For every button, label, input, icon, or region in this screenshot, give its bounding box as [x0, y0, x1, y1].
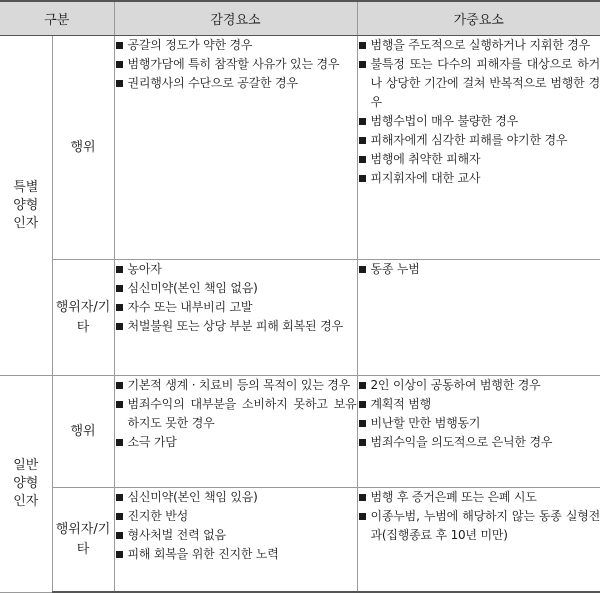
group-label-special: 특별양형인자 — [0, 36, 52, 376]
list-item: 권리행사의 수단으로 공갈한 경우 — [115, 74, 357, 93]
mitigating-cell — [114, 488, 357, 593]
list-item: 피해자에게 심각한 피해를 야기한 경우 — [358, 131, 600, 150]
list-item: 피지휘자에 대한 교사 — [358, 169, 600, 188]
list-item: 범행을 주도적으로 실행하거나 지휘한 경우 — [358, 36, 600, 55]
list-item: 심신미약(본인 책임 없음) — [115, 279, 357, 298]
aggravating-list — [358, 376, 600, 452]
mitigating-list — [115, 260, 357, 336]
mitigating-cell — [114, 260, 357, 376]
list-item: 범행 후 증거은폐 또는 은폐 시도 — [358, 488, 600, 507]
list-item: 이종누범, 누범에 해당하지 않는 동종 실형전과(집행종료 후 10년 미만) — [358, 507, 600, 545]
mitigating-list — [115, 488, 357, 564]
list-item: 범죄수익을 의도적으로 은닉한 경우 — [358, 433, 600, 452]
list-item: 형사처벌 전력 없음 — [115, 526, 357, 545]
aggravating-cell — [357, 376, 600, 488]
list-item: 공갈의 정도가 약한 경우 — [115, 36, 357, 55]
sub-label: 행위 — [52, 36, 114, 260]
list-item: 2인 이상이 공동하여 범행한 경우 — [358, 376, 600, 395]
table-row — [0, 376, 600, 488]
list-item: 자수 또는 내부비리 고발 — [115, 298, 357, 317]
group-label-general: 일반양형인자 — [0, 376, 52, 593]
header-row — [0, 1, 600, 36]
mitigating-cell — [114, 36, 357, 260]
header-aggravating: 가중요소 — [357, 1, 600, 36]
list-item: 범죄수익의 대부분을 소비하지 못하고 보유하지도 못한 경우 — [115, 395, 357, 433]
table-row — [0, 260, 600, 376]
aggravating-cell — [357, 260, 600, 376]
list-item: 진지한 반성 — [115, 507, 357, 526]
list-item: 범행수법이 매우 불량한 경우 — [358, 112, 600, 131]
sub-label: 행위자/기타 — [52, 488, 114, 593]
list-item: 계획적 범행 — [358, 395, 600, 414]
list-item: 비난할 만한 범행동기 — [358, 414, 600, 433]
list-item: 불특정 또는 다수의 피해자를 대상으로 하거나 상당한 기간에 걸쳐 반복적으로 범행한 경우 — [358, 55, 600, 112]
aggravating-list — [358, 36, 600, 188]
list-item: 범행가담에 특히 참작할 사유가 있는 경우 — [115, 55, 357, 74]
mitigating-list — [115, 376, 357, 452]
table-row — [0, 488, 600, 593]
sub-label: 행위 — [52, 376, 114, 488]
list-item: 범행에 취약한 피해자 — [358, 150, 600, 169]
mitigating-cell — [114, 376, 357, 488]
aggravating-list — [358, 488, 600, 545]
list-item: 농아자 — [115, 260, 357, 279]
list-item: 피해 회복을 위한 진지한 노력 — [115, 545, 357, 564]
list-item: 동종 누범 — [358, 260, 600, 279]
list-item: 소극 가담 — [115, 433, 357, 452]
header-mitigating: 감경요소 — [114, 1, 357, 36]
aggravating-list — [358, 260, 600, 279]
aggravating-cell — [357, 36, 600, 260]
list-item: 처벌불원 또는 상당 부분 피해 회복된 경우 — [115, 317, 357, 336]
list-item: 기본적 생계 · 치료비 등의 목적이 있는 경우 — [115, 376, 357, 395]
header-category: 구분 — [0, 1, 114, 36]
table-row — [0, 36, 600, 260]
list-item: 심신미약(본인 책임 있음) — [115, 488, 357, 507]
aggravating-cell — [357, 488, 600, 593]
sub-label: 행위자/기타 — [52, 260, 114, 376]
mitigating-list — [115, 36, 357, 93]
